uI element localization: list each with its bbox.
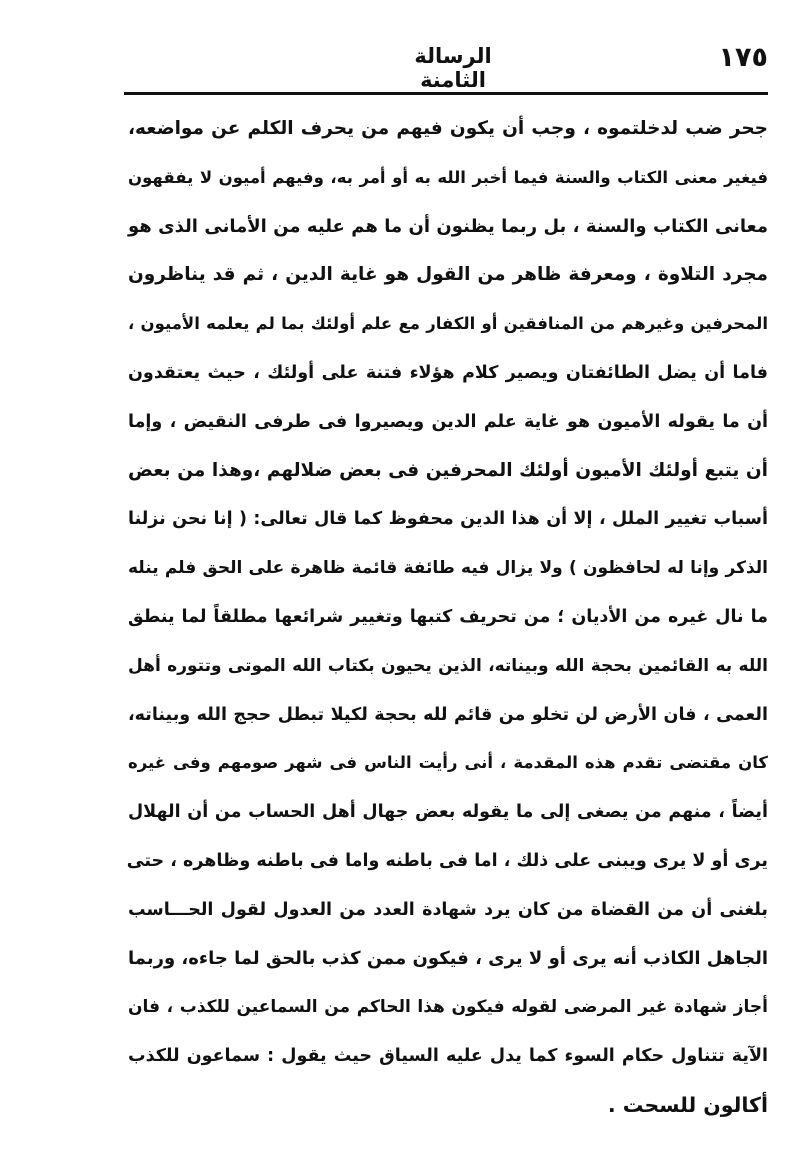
body-text <box>128 105 768 1130</box>
text-line: معانى الكتاب والسنة ، بل ربما يظنون أن ما هم عليه من الأمانى الذى هو <box>128 215 768 237</box>
text-line: العمى ، فان الأرض لن تخلو من قائم لله بحجة لكيلا تبطل حجج الله وبيناته، <box>128 704 768 725</box>
text-line: ما نال غيره من الأديان ؛ من تحريف كتبها وتغيير شرائعها مطلقاً لما ينطق <box>128 606 768 627</box>
text-line: بلغنى أن من القضاة من كان يرد شهادة العدد من العدول لقول الحـــاسب <box>128 899 768 920</box>
text-line: الذكر وإنا له لحافظون ) ولا يزال فيه طائفة قائمة ظاهرة على الحق فلم ينله <box>128 558 768 579</box>
text-line: أيضاً ، منهم من يصغى إلى ما يقوله بعض جهال أهل الحساب من أن الهلال <box>128 802 768 823</box>
text-line: المحرفين وغيرهم من المنافقين أو الكفار مع علم أولئك بما لم يعلمه الأميون ، <box>128 314 768 334</box>
text-line: يرى أو لا يرى ويبنى على ذلك ، اما فى باطنه واما فى باطنه وظاهره ، حتى <box>126 850 768 871</box>
text-line-last: أكالون للسحت . <box>607 1092 768 1117</box>
text-line: أن ما يقوله الأميون هو غاية علم الدين ويصيروا فى طرفى النقيض ، وإما <box>128 411 768 432</box>
text-line: كان مقتضى تقدم هذه المقدمة ، أنى رأيت الناس فى شهر صومهم وفى غيره <box>128 753 768 773</box>
running-title: الرسالة الثامنة <box>414 44 492 92</box>
text-line: الجاهل الكاذب أنه يرى أو لا يرى ، فيكون ممن كذب بالحق لما جاءه، وربما <box>128 947 768 969</box>
text-line: الآية تتناول حكام السوء كما يدل عليه السياق حيث يقول : سماعون للكذب <box>128 1046 768 1067</box>
header-rule <box>124 92 768 95</box>
text-line: أسباب تغيير الملل ، إلا أن هذا الدين محفوظ كما قال تعالى: ( إنا نحن نزلنا <box>128 509 768 530</box>
text-line: مجرد التلاوة ، ومعرفة ظاهر من القول هو غاية الدين ، ثم قد يناظرون <box>128 264 768 286</box>
page-number: ١٧٥ <box>718 42 768 73</box>
text-line: أن يتبع أولئك الأميون أولئك المحرفين فى بعض ضلالهم ،وهذا من بعض <box>128 459 768 481</box>
page-header <box>128 40 768 92</box>
text-line: أجاز شهادة غير المرضى لقوله فيكون هذا الحاكم من السماعين للكذب ، فان <box>128 997 768 1018</box>
text-line: الله به القائمين بحجة الله وبيناته، الذين يحيون بكتاب الله الموتى وتتوره أهل <box>128 655 768 676</box>
text-line: جحر ضب لدخلتموه ، وجب أن يكون فيهم من يحرف الكلم عن مواضعه، <box>128 118 768 139</box>
text-line: فاما أن يضل الطائفتان ويصير كلام هؤلاء فتنة على أولئك ، حيث يعتقدون <box>128 362 768 383</box>
text-line: فيغير معنى الكتاب والسنة فيما أخبر الله به أو أمر به، وفيهم أميون لا يفقهون <box>128 167 768 187</box>
